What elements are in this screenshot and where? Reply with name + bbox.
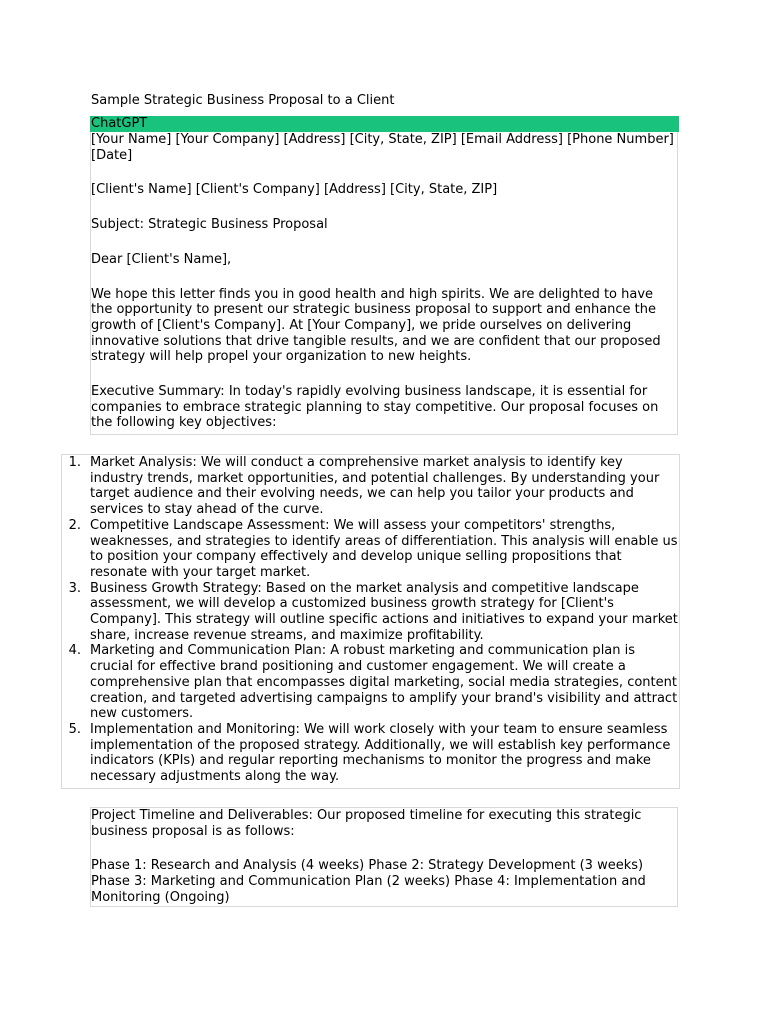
list-number: 4. bbox=[68, 643, 81, 659]
author-label: ChatGPT bbox=[90, 116, 679, 132]
list-item-text: Competitive Landscape Assessment: We will assess your competitors' strengths, weaknesses, and strategies to identify areas of differentiation. This analysis will enable us to position your company effectively and develop unique selling propositions that resonate with your target market. bbox=[90, 517, 678, 580]
intro-paragraph: We hope this letter finds you in good health and high spirits. We are delighted to have the opportunity to present our strategic business proposal to support and enhance the growth of [Client's Company]. At [Your Company], we pride ourselves on delivering innovative solutions that drive tangible results, and we are confident that our proposed strategy will help propel your organization to new heights. bbox=[91, 286, 661, 365]
subject-line: Subject: Strategic Business Proposal bbox=[91, 217, 328, 233]
list-number: 3. bbox=[68, 580, 81, 596]
list-item bbox=[62, 581, 679, 644]
timeline-intro: Project Timeline and Deliverables: Our proposed timeline for executing this strategic business proposal is as follows: bbox=[91, 808, 642, 839]
list-number: 1. bbox=[68, 455, 81, 470]
sender-block: [Your Name] [Your Company] [Address] [City, State, ZIP] [Email Address] [Phone Number] [Date] bbox=[91, 132, 674, 163]
list-item bbox=[62, 643, 679, 722]
salutation: Dear [Client's Name], bbox=[91, 251, 232, 267]
list-item bbox=[62, 518, 679, 581]
list-number: 2. bbox=[68, 517, 81, 533]
timeline-phases: Phase 1: Research and Analysis (4 weeks) Phase 2: Strategy Development (3 weeks) Phase 3: Marketing and Communication Plan (2 weeks) Phase 4: Implementation and Monitoring (Ongoing) bbox=[91, 858, 646, 905]
letter-box bbox=[90, 132, 678, 435]
list-item-text: Implementation and Monitoring: We will work closely with your team to ensure seamless implementation of the proposed strategy. Additionally, we will establish key performance indicators (KPIs) and regular reporting mechanisms to monitor the progress and make necessary adjustments along the way. bbox=[90, 721, 671, 785]
list-item-text: Marketing and Communication Plan: A robust marketing and communication plan is crucial for effective brand positioning and customer engagement. We will create a comprehensive plan that encompasses digital marketing, social media strategies, content creation, and targeted advertising campaigns to amplify your brand's visibility and attract new customers. bbox=[90, 643, 678, 722]
list-number: 5. bbox=[68, 721, 81, 737]
list-item-text: Market Analysis: We will conduct a comprehensive market analysis to identify key industry trends, market opportunities, and potential challenges. By understanding your target audience and their evolving needs, we can help you tailor your products and services to stay ahead of the curve. bbox=[90, 455, 660, 518]
list-item-text: Business Growth Strategy: Based on the market analysis and competitive landscape assessment, we will develop a customized business growth strategy for [Client's Company]. This strategy will outline specific actions and initiatives to expand your market share, increase revenue streams, and maximize profitability. bbox=[90, 580, 678, 643]
executive-summary: Executive Summary: In today's rapidly evolving business landscape, it is essential for companies to embrace strategic planning to stay competitive. Our proposal focuses on the following key objectives: bbox=[91, 384, 659, 431]
page-title: Sample Strategic Business Proposal to a Client bbox=[91, 93, 395, 108]
recipient-block: [Client's Name] [Client's Company] [Address] [City, State, ZIP] bbox=[91, 182, 498, 198]
list-item bbox=[62, 455, 679, 518]
objectives-list bbox=[62, 455, 679, 785]
objectives-box bbox=[61, 454, 680, 789]
timeline-box bbox=[90, 807, 678, 907]
list-item bbox=[62, 722, 679, 785]
